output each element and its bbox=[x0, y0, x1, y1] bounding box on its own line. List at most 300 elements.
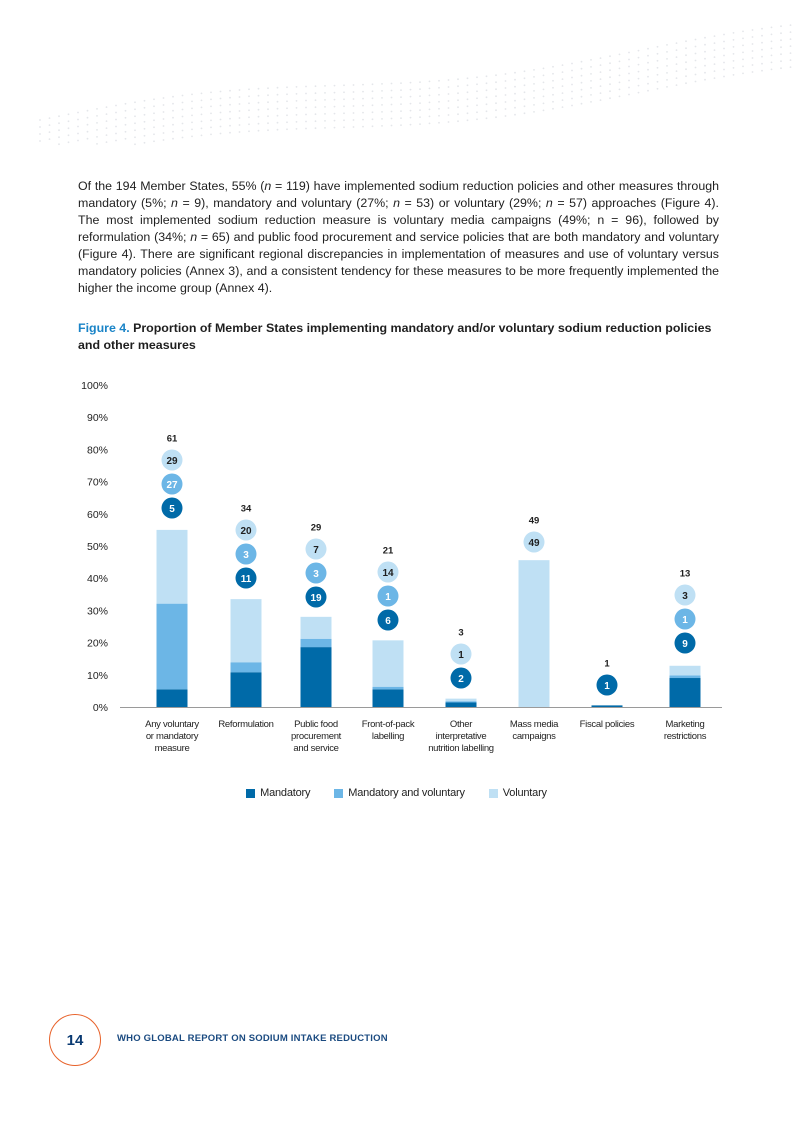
decor-dot bbox=[201, 107, 203, 109]
decor-dot bbox=[419, 95, 421, 97]
decor-dot bbox=[628, 59, 630, 61]
stacked-bar-chart bbox=[60, 368, 740, 768]
decor-dot bbox=[419, 109, 421, 111]
x-tick-label: Mass media bbox=[509, 719, 559, 730]
decor-dot bbox=[666, 44, 668, 46]
decor-dot bbox=[742, 52, 744, 54]
data-label: 1 bbox=[604, 681, 610, 692]
decor-dot bbox=[296, 114, 298, 116]
page-number-badge bbox=[49, 1014, 101, 1066]
decor-dot bbox=[115, 133, 117, 135]
decor-dot bbox=[286, 107, 288, 109]
y-tick-label: 0% bbox=[92, 702, 108, 714]
decor-dot bbox=[723, 34, 725, 36]
data-label: 20 bbox=[240, 526, 252, 537]
x-tick-label: Any voluntary bbox=[145, 719, 199, 730]
decor-dot bbox=[39, 133, 41, 135]
decor-dot bbox=[543, 96, 545, 98]
data-label: 3 bbox=[313, 569, 319, 580]
decor-dot bbox=[163, 139, 165, 141]
bar-segment bbox=[157, 689, 188, 707]
decor-dot bbox=[372, 104, 374, 106]
x-tick-label: interpretative bbox=[435, 731, 487, 742]
decor-dot bbox=[163, 132, 165, 134]
decor-dot bbox=[201, 127, 203, 129]
decor-dot bbox=[590, 94, 592, 96]
decor-dot bbox=[419, 102, 421, 104]
decor-dot bbox=[438, 101, 440, 103]
decor-dot bbox=[334, 120, 336, 122]
decor-dot bbox=[182, 95, 184, 97]
decor-dot bbox=[761, 63, 763, 65]
decor-dot bbox=[315, 120, 317, 122]
decor-dot bbox=[115, 126, 117, 128]
decor-dot bbox=[714, 56, 716, 58]
decor-dot bbox=[220, 112, 222, 114]
x-tick-label: Marketing bbox=[665, 719, 705, 730]
y-tick-label: 20% bbox=[86, 637, 108, 650]
decor-dot bbox=[628, 87, 630, 89]
decor-dot bbox=[87, 138, 89, 140]
decor-dot bbox=[647, 83, 649, 85]
decor-dot bbox=[581, 96, 583, 98]
decor-dot bbox=[153, 133, 155, 135]
decor-dot bbox=[419, 123, 421, 125]
decor-dot bbox=[362, 112, 364, 114]
decor-dot bbox=[552, 108, 554, 110]
decor-dot bbox=[790, 52, 792, 54]
decor-dot bbox=[429, 95, 431, 97]
decor-dot bbox=[638, 78, 640, 80]
legend-swatch-voluntary bbox=[489, 789, 498, 798]
decor-dot bbox=[191, 94, 193, 96]
decor-dot bbox=[714, 42, 716, 44]
decor-dot bbox=[248, 130, 250, 132]
decor-dot bbox=[125, 103, 127, 105]
decor-dot bbox=[581, 75, 583, 77]
decor-dot bbox=[486, 96, 488, 98]
x-tick-label: labelling bbox=[371, 731, 405, 742]
decor-dot bbox=[657, 53, 659, 55]
decor-dot bbox=[742, 38, 744, 40]
decor-dot bbox=[609, 97, 611, 99]
decor-dot bbox=[372, 97, 374, 99]
decor-dot bbox=[220, 133, 222, 135]
decor-dot bbox=[106, 141, 108, 143]
decor-dot bbox=[638, 85, 640, 87]
bar-segment bbox=[519, 560, 550, 707]
y-tick-label: 60% bbox=[86, 508, 108, 521]
total-label: 21 bbox=[382, 545, 394, 557]
decor-dot bbox=[134, 101, 136, 103]
decor-dot bbox=[353, 105, 355, 107]
decor-dot bbox=[685, 61, 687, 63]
decor-dot bbox=[657, 74, 659, 76]
decor-dot bbox=[486, 75, 488, 77]
decor-dot bbox=[334, 127, 336, 129]
decor-dot bbox=[248, 95, 250, 97]
data-label: 1 bbox=[458, 650, 464, 661]
decor-dot bbox=[505, 87, 507, 89]
decor-dot bbox=[96, 136, 98, 138]
decor-dot bbox=[39, 126, 41, 128]
decor-dot bbox=[676, 70, 678, 72]
total-label: 3 bbox=[458, 627, 464, 639]
decor-dot bbox=[619, 89, 621, 91]
decor-dot bbox=[467, 77, 469, 79]
decor-dot bbox=[733, 39, 735, 41]
decor-dot bbox=[248, 88, 250, 90]
legend-item-mandatory bbox=[246, 787, 310, 799]
decor-dot bbox=[391, 90, 393, 92]
y-tick-label: 30% bbox=[86, 605, 108, 618]
decor-dot bbox=[657, 46, 659, 48]
x-tick-label: Front-of-pack bbox=[361, 719, 415, 730]
decor-dot bbox=[353, 126, 355, 128]
decor-dot bbox=[438, 115, 440, 117]
decor-dot bbox=[400, 117, 402, 119]
decor-dot bbox=[657, 88, 659, 90]
decor-dot bbox=[761, 28, 763, 30]
decor-dot bbox=[134, 129, 136, 131]
decor-dot bbox=[495, 95, 497, 97]
decor-dot bbox=[647, 48, 649, 50]
decor-dot bbox=[571, 63, 573, 65]
decor-dot bbox=[229, 90, 231, 92]
decor-dot bbox=[429, 109, 431, 111]
decor-dot bbox=[201, 93, 203, 95]
decor-dot bbox=[372, 125, 374, 127]
decor-dot bbox=[372, 83, 374, 85]
decor-dot bbox=[695, 39, 697, 41]
data-label: 11 bbox=[240, 574, 252, 585]
legend-item-voluntary bbox=[489, 787, 547, 799]
decor-dot bbox=[410, 117, 412, 119]
decor-dot bbox=[239, 103, 241, 105]
decor-dot bbox=[96, 122, 98, 124]
decor-dot bbox=[210, 127, 212, 129]
decor-dot bbox=[562, 64, 564, 66]
decor-dot bbox=[761, 35, 763, 37]
total-label: 29 bbox=[310, 522, 322, 534]
decor-dot bbox=[752, 43, 754, 45]
decor-dot bbox=[619, 68, 621, 70]
decor-dot bbox=[590, 101, 592, 103]
data-label: 1 bbox=[385, 592, 391, 603]
decor-dot bbox=[362, 119, 364, 121]
decor-dot bbox=[324, 99, 326, 101]
decor-dot bbox=[571, 84, 573, 86]
data-label: 1 bbox=[682, 615, 688, 626]
decor-dot bbox=[742, 59, 744, 61]
data-label: 3 bbox=[682, 591, 688, 602]
decor-dot bbox=[210, 113, 212, 115]
decor-dot bbox=[372, 111, 374, 113]
legend-swatch-mandatory-and-voluntary bbox=[334, 789, 343, 798]
decor-dot bbox=[590, 73, 592, 75]
decor-dot bbox=[448, 114, 450, 116]
x-tick-label: and service bbox=[293, 743, 339, 754]
decor-dot bbox=[96, 108, 98, 110]
decor-dot bbox=[391, 104, 393, 106]
decor-dot bbox=[49, 131, 51, 133]
decor-dot bbox=[239, 96, 241, 98]
decor-dot bbox=[334, 85, 336, 87]
decor-dot bbox=[666, 79, 668, 81]
decor-dot bbox=[448, 107, 450, 109]
decor-dot bbox=[258, 123, 260, 125]
decor-dot bbox=[343, 105, 345, 107]
decor-dot bbox=[87, 117, 89, 119]
decor-dot bbox=[619, 54, 621, 56]
decor-dot bbox=[144, 121, 146, 123]
decor-dot bbox=[438, 122, 440, 124]
decor-dot bbox=[68, 134, 70, 136]
y-tick-label: 70% bbox=[86, 476, 108, 489]
decor-dot bbox=[524, 70, 526, 72]
decor-dot bbox=[77, 133, 79, 135]
decor-dot bbox=[505, 94, 507, 96]
decor-dot bbox=[296, 100, 298, 102]
decor-dot bbox=[486, 110, 488, 112]
decor-dot bbox=[476, 76, 478, 78]
decor-dot bbox=[362, 84, 364, 86]
decor-dot bbox=[552, 101, 554, 103]
decor-dot bbox=[742, 31, 744, 33]
decor-dot bbox=[296, 128, 298, 130]
decor-dot bbox=[115, 105, 117, 107]
decor-dot bbox=[771, 69, 773, 71]
decor-dot bbox=[210, 92, 212, 94]
decor-dot bbox=[400, 110, 402, 112]
decor-dot bbox=[210, 134, 212, 136]
decor-dot bbox=[239, 89, 241, 91]
decor-dot bbox=[514, 86, 516, 88]
decor-dot bbox=[277, 108, 279, 110]
decor-dot bbox=[790, 45, 792, 47]
decor-dot bbox=[666, 51, 668, 53]
decor-dot bbox=[144, 107, 146, 109]
decor-dot bbox=[182, 130, 184, 132]
decor-dot bbox=[723, 69, 725, 71]
decor-dot bbox=[258, 116, 260, 118]
decor-dot bbox=[267, 101, 269, 103]
decor-dot bbox=[676, 84, 678, 86]
decor-dot bbox=[201, 114, 203, 116]
x-tick-label: campaigns bbox=[512, 731, 556, 742]
decor-dot bbox=[334, 113, 336, 115]
decor-dot bbox=[780, 39, 782, 41]
decor-dot bbox=[714, 49, 716, 51]
decor-dot bbox=[780, 53, 782, 55]
decor-dot bbox=[695, 74, 697, 76]
decor-dot bbox=[628, 66, 630, 68]
decor-dot bbox=[742, 66, 744, 68]
decor-dot bbox=[381, 104, 383, 106]
decor-dot bbox=[733, 74, 735, 76]
decor-dot bbox=[695, 60, 697, 62]
decor-dot bbox=[533, 97, 535, 99]
decor-dot bbox=[163, 111, 165, 113]
decor-dot bbox=[505, 108, 507, 110]
decor-dot bbox=[381, 83, 383, 85]
legend-swatch-mandatory bbox=[246, 789, 255, 798]
decor-dot bbox=[315, 92, 317, 94]
x-tick-label: restrictions bbox=[663, 731, 707, 742]
decor-dot bbox=[467, 98, 469, 100]
decor-dot bbox=[543, 68, 545, 70]
decor-dot bbox=[286, 93, 288, 95]
decor-dot bbox=[514, 79, 516, 81]
decor-dot bbox=[277, 122, 279, 124]
decor-dot bbox=[609, 55, 611, 57]
decor-dot bbox=[704, 79, 706, 81]
figure-title bbox=[78, 320, 728, 354]
decor-dot bbox=[58, 115, 60, 117]
bar-segment bbox=[670, 666, 701, 676]
decor-dot bbox=[704, 44, 706, 46]
decor-dot bbox=[666, 58, 668, 60]
decor-dot bbox=[486, 103, 488, 105]
decor-dot bbox=[590, 87, 592, 89]
data-label: 7 bbox=[313, 545, 319, 556]
y-tick-label: 80% bbox=[86, 444, 108, 457]
decor-dot bbox=[134, 136, 136, 138]
decor-dot bbox=[476, 90, 478, 92]
decor-dot bbox=[410, 96, 412, 98]
data-label: 6 bbox=[385, 616, 391, 627]
decor-dot bbox=[144, 100, 146, 102]
bar-segment bbox=[157, 604, 188, 690]
y-tick-label: 100% bbox=[81, 380, 108, 392]
decor-dot bbox=[761, 56, 763, 58]
decor-dot bbox=[372, 90, 374, 92]
decor-dot bbox=[552, 87, 554, 89]
decor-dot bbox=[533, 111, 535, 113]
decor-dot bbox=[229, 125, 231, 127]
decor-dot bbox=[400, 103, 402, 105]
decor-dot bbox=[486, 89, 488, 91]
decor-dot bbox=[742, 45, 744, 47]
decor-dot bbox=[657, 67, 659, 69]
decor-dot bbox=[733, 53, 735, 55]
decor-dot bbox=[562, 106, 564, 108]
decor-dot bbox=[429, 81, 431, 83]
decor-dot bbox=[125, 131, 127, 133]
decor-dot bbox=[562, 71, 564, 73]
decor-dot bbox=[353, 91, 355, 93]
decor-dot bbox=[191, 122, 193, 124]
decor-dot bbox=[429, 88, 431, 90]
decor-dot bbox=[410, 124, 412, 126]
decor-dot bbox=[220, 119, 222, 121]
decor-dot bbox=[267, 115, 269, 117]
decor-dot bbox=[381, 90, 383, 92]
decor-dot bbox=[638, 71, 640, 73]
decor-dot bbox=[619, 61, 621, 63]
decor-dot bbox=[467, 112, 469, 114]
decor-dot bbox=[752, 50, 754, 52]
total-label: 61 bbox=[166, 433, 178, 445]
decor-dot bbox=[704, 72, 706, 74]
legend-item-mandatory-and-voluntary bbox=[334, 787, 464, 799]
decor-dot bbox=[609, 62, 611, 64]
decor-dot bbox=[391, 97, 393, 99]
decor-dot bbox=[201, 135, 203, 137]
decor-dot bbox=[229, 104, 231, 106]
decor-dot bbox=[267, 108, 269, 110]
decor-dot bbox=[704, 58, 706, 60]
decor-dot bbox=[239, 131, 241, 133]
decor-dot bbox=[115, 140, 117, 142]
decor-dot bbox=[248, 109, 250, 111]
decor-dot bbox=[562, 92, 564, 94]
decor-dot bbox=[695, 46, 697, 48]
decor-dot bbox=[714, 70, 716, 72]
decor-dot bbox=[334, 99, 336, 101]
decor-dot bbox=[39, 140, 41, 142]
decor-dot bbox=[125, 138, 127, 140]
decor-dot bbox=[343, 119, 345, 121]
decor-dot bbox=[134, 108, 136, 110]
decor-dot bbox=[495, 88, 497, 90]
decor-dot bbox=[761, 70, 763, 72]
decor-dot bbox=[609, 76, 611, 78]
decor-dot bbox=[410, 103, 412, 105]
decor-dot bbox=[372, 118, 374, 120]
decor-dot bbox=[590, 80, 592, 82]
decor-dot bbox=[153, 112, 155, 114]
legend-label-voluntary: Voluntary bbox=[502, 787, 547, 799]
decor-dot bbox=[676, 63, 678, 65]
decor-dot bbox=[600, 85, 602, 87]
bar-segment bbox=[157, 530, 188, 604]
decor-dot bbox=[182, 123, 184, 125]
decor-dot bbox=[467, 119, 469, 121]
decor-dot bbox=[49, 117, 51, 119]
x-tick-label: Fiscal policies bbox=[579, 719, 635, 730]
decor-dot bbox=[343, 112, 345, 114]
decor-dot bbox=[315, 127, 317, 129]
decor-dot bbox=[543, 82, 545, 84]
bar-segment bbox=[231, 662, 262, 672]
decor-dot bbox=[733, 46, 735, 48]
decor-dot bbox=[381, 125, 383, 127]
decor-dot bbox=[676, 42, 678, 44]
decor-dot bbox=[638, 50, 640, 52]
decor-dot bbox=[419, 88, 421, 90]
decor-dot bbox=[543, 75, 545, 77]
decor-dot bbox=[267, 87, 269, 89]
decor-dot bbox=[106, 113, 108, 115]
decor-dot bbox=[144, 128, 146, 130]
decor-dot bbox=[771, 34, 773, 36]
decor-dot bbox=[514, 100, 516, 102]
decor-dot bbox=[448, 79, 450, 81]
decor-dot bbox=[343, 126, 345, 128]
decor-dot bbox=[514, 72, 516, 74]
decor-dot bbox=[704, 37, 706, 39]
decor-dot bbox=[457, 106, 459, 108]
decor-dot bbox=[305, 107, 307, 109]
decor-dot bbox=[495, 109, 497, 111]
decor-dot bbox=[229, 118, 231, 120]
decor-dot bbox=[419, 116, 421, 118]
decor-dot bbox=[780, 25, 782, 27]
decor-dot bbox=[628, 94, 630, 96]
decor-dot bbox=[533, 69, 535, 71]
decor-dot bbox=[134, 115, 136, 117]
